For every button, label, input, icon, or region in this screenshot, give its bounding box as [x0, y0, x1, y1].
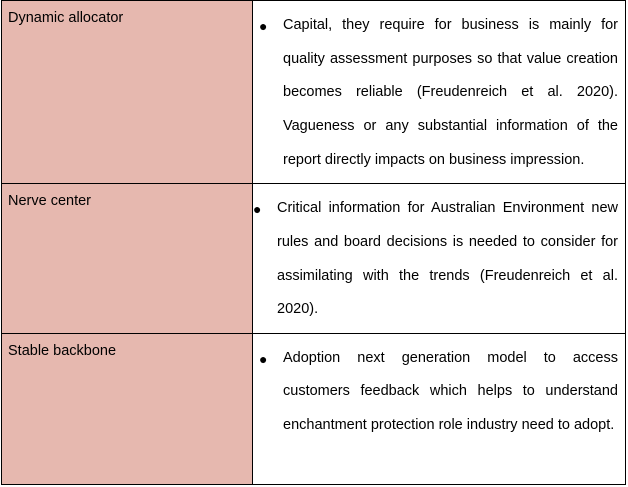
content-table: [1, 0, 626, 485]
table-row: [2, 333, 626, 484]
bullet-text: Capital, they require for business is mainly for quality assessment purposes so that value creation becomes reliable (Freudenreich et al. 2020). Vagueness or any substantial information of the report directly impacts on business impression.: [283, 17, 618, 168]
bullet-icon: ●: [259, 350, 268, 367]
row-label: Stable backbone: [8, 342, 117, 359]
row-content-cell: [253, 333, 626, 484]
table-row: [2, 1, 626, 184]
bullet-item: [253, 1, 625, 178]
row-label: Dynamic allocator: [8, 10, 124, 26]
row-label-cell: [2, 333, 253, 484]
bullet-item: [253, 334, 625, 443]
bullet-icon: ●: [259, 18, 268, 34]
row-label-cell: [2, 184, 253, 333]
row-content-cell: [253, 184, 626, 333]
bullet-text: Critical information for Australian Environment new rules and board decisions is needed to consider for assimilating with the trends (Freudenreich et al. 2020).: [277, 200, 618, 318]
bullet-item: [253, 184, 625, 327]
row-label-cell: [2, 1, 253, 184]
row-label: Nerve center: [8, 193, 92, 210]
row-content-cell: [253, 1, 626, 184]
bullet-text: Adoption next generation model to access customers feedback which helps to understand enchantment protection role industry need to adopt.: [283, 349, 618, 434]
table-row: [2, 184, 626, 333]
bullet-icon: ●: [253, 201, 262, 218]
